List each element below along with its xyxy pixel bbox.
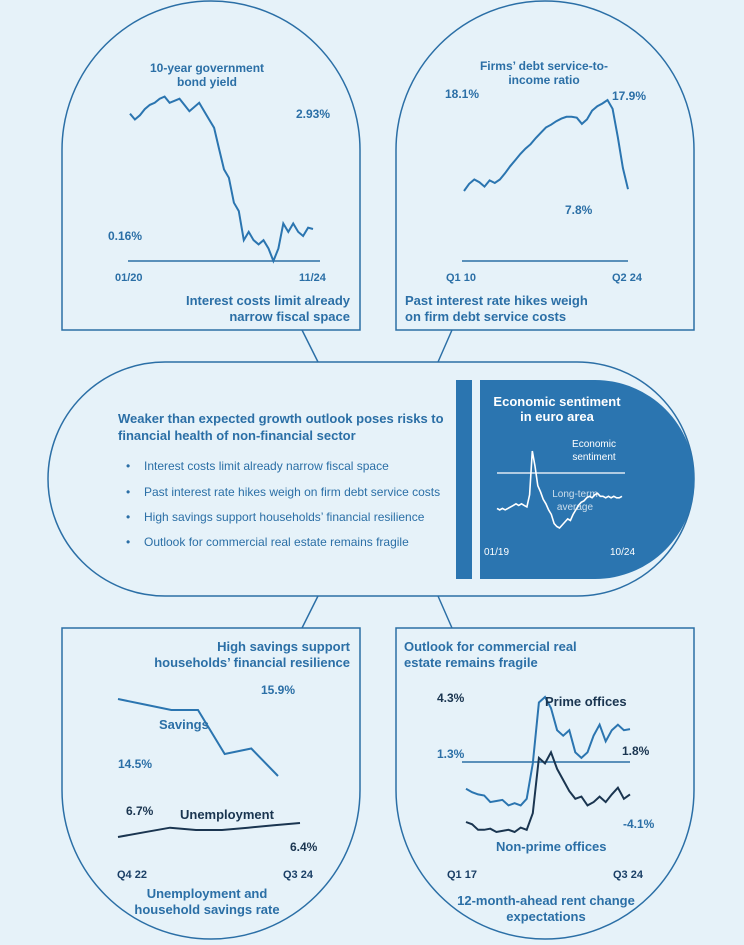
center-summary-panel	[48, 362, 695, 596]
center-title-line2: financial health of non-financial sector	[118, 428, 356, 443]
firms-min-label: 7.8%	[565, 203, 593, 217]
non-prime-start-label: 1.3%	[437, 747, 465, 761]
connector-line	[302, 596, 318, 628]
cre-caption-line1: 12-month-ahead rent change	[457, 893, 635, 908]
sentiment-x-start: 01/19	[484, 547, 510, 558]
firms-title-line2: income ratio	[508, 73, 580, 87]
prime-start-label: 4.3%	[437, 691, 465, 705]
prime-end-label: 1.8%	[622, 744, 650, 758]
firms-title-line1: Firms’ debt service-to-	[479, 59, 609, 73]
bond-title-line2: bond yield	[177, 75, 237, 89]
non-prime-offices-label: Non-prime offices	[496, 839, 607, 854]
firms-x-start: Q1 10	[446, 272, 476, 284]
unemployment-start-label: 6.7%	[126, 804, 154, 818]
households-title-line2: households’ financial resilience	[154, 655, 350, 670]
savings-start-label: 14.5%	[118, 757, 153, 771]
firms-start-label: 18.1%	[445, 87, 480, 101]
center-bullet-2: Past interest rate hikes weigh on firm debt service costs	[144, 485, 441, 499]
bond-caption-line2: narrow fiscal space	[229, 309, 350, 324]
connector-line	[438, 596, 452, 628]
firms-end-label: 17.9%	[612, 89, 647, 103]
cre-caption-line2: expectations	[506, 909, 586, 924]
sentiment-series-label-line1: Economic	[572, 439, 616, 450]
bond-caption-line1: Interest costs limit already	[185, 293, 350, 308]
cre-x-end: Q3 24	[613, 869, 643, 881]
households-x-end: Q3 24	[283, 869, 313, 881]
households-caption-line1: Unemployment and	[146, 886, 268, 901]
firms-caption-line1: Past interest rate hikes weigh	[405, 293, 588, 308]
households-caption-line2: household savings rate	[134, 902, 280, 917]
savings-label: Savings	[159, 717, 209, 732]
sentiment-baseline-label-line2: average	[556, 502, 594, 513]
center-bullet-3: High savings support households’ financial resilience	[144, 510, 425, 524]
connector-line	[438, 330, 452, 362]
center-title-line1: Weaker than expected growth outlook poses risks to	[118, 411, 444, 426]
bond-x-end: 11/24	[299, 272, 326, 284]
bullet-dot: •	[126, 485, 131, 499]
unemployment-label: Unemployment	[180, 807, 274, 822]
households-title-line1: High savings support	[217, 639, 350, 654]
bubble-outline	[396, 1, 694, 330]
sentiment-title-line1: Economic sentiment	[493, 394, 621, 409]
cre-title-line2: estate remains fragile	[404, 655, 538, 670]
firms-debt-panel	[396, 1, 694, 330]
center-bullet-1: Interest costs limit already narrow fiscal space	[144, 459, 389, 473]
prime-offices-label: Prime offices	[545, 694, 627, 709]
bullet-dot: •	[126, 535, 131, 549]
connector-line	[302, 330, 318, 362]
bullet-dot: •	[126, 459, 131, 473]
unemployment-end-label: 6.4%	[290, 840, 318, 854]
households-x-start: Q4 22	[117, 869, 147, 881]
cre-x-start: Q1 17	[447, 869, 477, 881]
sentiment-series-label-line2: sentiment	[572, 452, 616, 463]
non-prime-end-label: -4.1%	[623, 817, 655, 831]
bond-end-label: 2.93%	[296, 107, 331, 121]
bond-start-label: 0.16%	[108, 229, 143, 243]
sentiment-x-end: 10/24	[610, 547, 636, 558]
firms-x-end: Q2 24	[612, 272, 642, 284]
bullet-dot: •	[126, 510, 131, 524]
households-panel	[62, 628, 360, 939]
sentiment-title-line2: in euro area	[520, 409, 594, 424]
commercial-real-estate-panel	[396, 628, 694, 939]
bond-x-start: 01/20	[115, 272, 143, 284]
sentiment-baseline-label-line1: Long-term	[552, 489, 598, 500]
center-bullet-4: Outlook for commercial real estate remains fragile	[144, 535, 409, 549]
bond-yield-panel	[62, 1, 360, 330]
savings-end-label: 15.9%	[261, 683, 296, 697]
cre-title-line1: Outlook for commercial real	[404, 639, 577, 654]
firms-caption-line2: on firm debt service costs	[405, 309, 567, 324]
sentiment-accent-bar	[456, 380, 472, 579]
bond-title-line1: 10-year government	[149, 61, 265, 75]
